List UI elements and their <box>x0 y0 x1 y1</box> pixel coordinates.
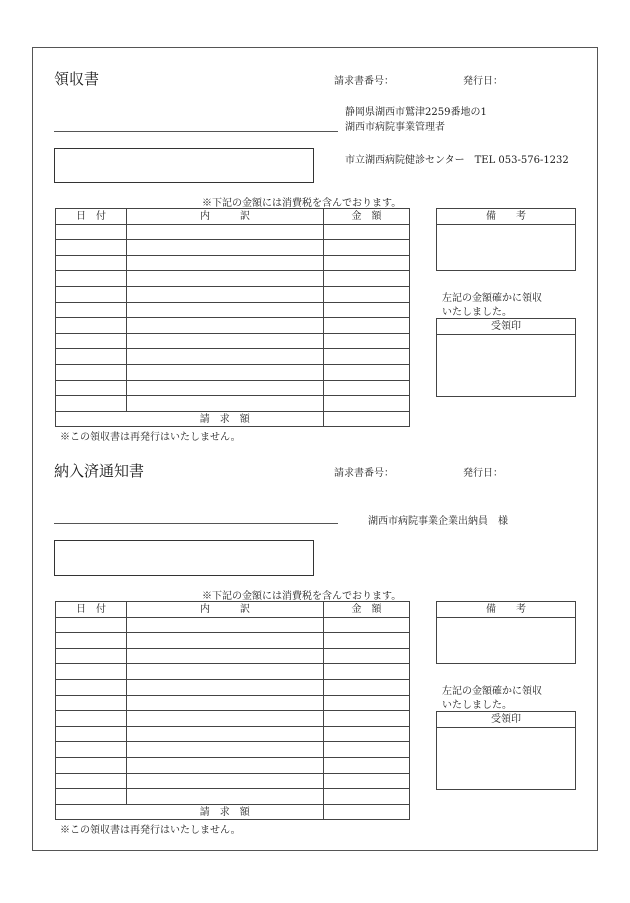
table-row[interactable] <box>56 757 410 773</box>
table-row[interactable] <box>56 679 410 695</box>
table-row[interactable] <box>56 364 410 380</box>
notice-table <box>55 601 410 820</box>
invoice-number-label: 請求書番号： <box>334 76 394 87</box>
remarks-box[interactable] <box>436 601 576 664</box>
confirm-text-line-1: 左記の金額確かに領収 <box>442 293 542 304</box>
table-row[interactable] <box>56 726 410 742</box>
notice-title: 納入済通知書 <box>54 462 145 480</box>
table-row[interactable] <box>56 648 410 664</box>
issuer-name: 湖西市病院事業管理者 <box>345 122 445 133</box>
no-reissue-note: ※この領収書は再発行はいたしません。 <box>60 825 241 836</box>
total-amount-cell[interactable] <box>324 804 410 820</box>
amount-box[interactable] <box>54 540 314 576</box>
total-row <box>56 804 410 820</box>
remarks-label: 備 考 <box>437 602 575 618</box>
column-header-details: 内 訳 <box>127 602 324 618</box>
confirm-text-line-1: 左記の金額確かに領収 <box>442 686 542 697</box>
amount-box[interactable] <box>54 148 314 183</box>
receipt-table <box>55 208 410 427</box>
addressee: 湖西市病院事業企業出納員 様 <box>368 516 508 527</box>
column-header-date: 日 付 <box>56 602 127 618</box>
table-row[interactable] <box>56 742 410 758</box>
issuer-address: 静岡県湖西市鷲津2259番地の1 <box>345 107 487 118</box>
stamp-label: 受領印 <box>437 319 575 335</box>
stamp-box[interactable] <box>436 711 576 790</box>
issue-date-label: 発行日： <box>463 468 503 479</box>
total-label: 請 求 額 <box>127 411 324 427</box>
table-row[interactable] <box>56 664 410 680</box>
table-row[interactable] <box>56 380 410 396</box>
column-header-amount: 金 額 <box>324 602 410 618</box>
table-row[interactable] <box>56 617 410 633</box>
column-header-amount: 金 額 <box>324 209 410 225</box>
table-row[interactable] <box>56 271 410 287</box>
remarks-box[interactable] <box>436 208 576 271</box>
table-row[interactable] <box>56 302 410 318</box>
tax-note: ※下記の金額には消費税を含んでおります。 <box>202 198 402 209</box>
invoice-number-label: 請求書番号： <box>334 468 394 479</box>
table-row[interactable] <box>56 349 410 365</box>
table-header-row <box>56 602 410 618</box>
table-row[interactable] <box>56 333 410 349</box>
table-row[interactable] <box>56 695 410 711</box>
column-header-details: 内 訳 <box>127 209 324 225</box>
table-row[interactable] <box>56 240 410 256</box>
table-row[interactable] <box>56 286 410 302</box>
table-row[interactable] <box>56 318 410 334</box>
table-row[interactable] <box>56 224 410 240</box>
payer-name-line[interactable] <box>54 131 338 132</box>
confirm-text-line-2: いたしました。 <box>442 700 512 711</box>
no-reissue-note: ※この領収書は再発行はいたしません。 <box>60 432 241 443</box>
receipt-title: 領収書 <box>54 70 100 88</box>
stamp-box[interactable] <box>436 318 576 397</box>
table-header-row <box>56 209 410 225</box>
stamp-label: 受領印 <box>437 712 575 728</box>
table-row[interactable] <box>56 396 410 412</box>
remarks-label: 備 考 <box>437 209 575 225</box>
issue-date-label: 発行日： <box>463 76 503 87</box>
confirm-text-line-2: いたしました。 <box>442 307 512 318</box>
column-header-date: 日 付 <box>56 209 127 225</box>
issuer-center-contact: 市立湖西病院健診センター TEL 053-576-1232 <box>345 155 569 166</box>
total-amount-cell[interactable] <box>324 411 410 427</box>
table-row[interactable] <box>56 711 410 727</box>
table-row[interactable] <box>56 255 410 271</box>
total-label: 請 求 額 <box>127 804 324 820</box>
tax-note: ※下記の金額には消費税を含んでおります。 <box>202 591 402 602</box>
table-row[interactable] <box>56 633 410 649</box>
total-row <box>56 411 410 427</box>
table-row[interactable] <box>56 773 410 789</box>
payer-name-line[interactable] <box>54 523 338 524</box>
table-row[interactable] <box>56 789 410 805</box>
